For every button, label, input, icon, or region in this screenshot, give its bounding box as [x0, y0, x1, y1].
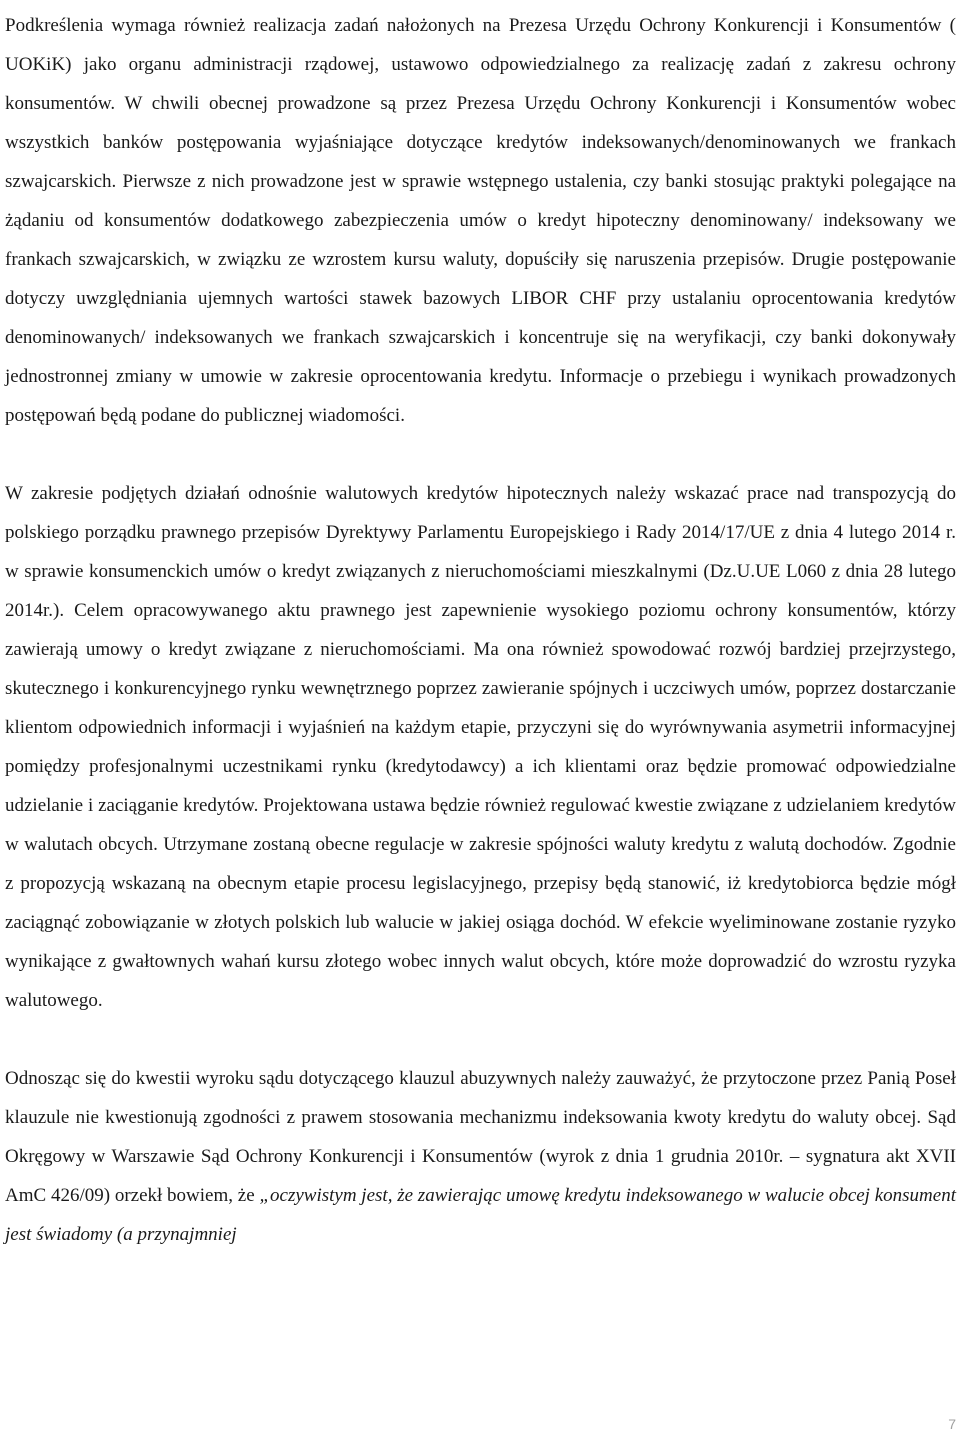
- paragraph-directive: W zakresie podjętych działań odnośnie walutowych kredytów hipotecznych należy wskazać prace nad transpozycją do polskiego porządku prawnego przepisów Dyrektywy Parlamentu Europejskiego i Rady 2014/17/UE z dnia 4 lutego 2014 r. w sprawie konsumenckich umów o kredyt związanych z nieruchomościami mieszkalnymi (Dz.U.UE L060 z dnia 28 lutego 2014r.). Celem opracowywanego aktu prawnego jest zapewnienie wysokiego poziomu ochrony konsumentów, którzy zawierają umowy o kredyt związane z nieruchomościami. Ma ona również spowodować rozwój bardziej przejrzystego, skutecznego i konkurencyjnego rynku wewnętrznego poprzez zawieranie spójnych i uczciwych umów, poprzez dostarczanie klientom odpowiednich informacji i wyjaśnień na każdym etapie, przyczyni się do wyrównywania asymetrii informacyjnej pomiędzy profesjonalnymi uczestnikami rynku (kredytodawcy) a ich klientami oraz będzie promować odpowiedzialne udzielanie i zaciąganie kredytów. Projektowana ustawa będzie również regulować kwestie związane z udzielaniem kredytów w walutach obcych. Utrzymane zostaną obecne regulacje w zakresie spójności waluty kredytu z walutą dochodów. Zgodnie z propozycją wskazaną na obecnym etapie procesu legislacyjnego, przepisy będą stanowić, iż kredytobiorca będzie mógł zaciągnąć zobowiązanie w złotych polskich lub walucie w jakiej osiąga dochód. W efekcie wyeliminowane zostanie ryzyko wynikające z gwałtownych wahań kursu złotego wobec innych walut obcych, które może doprowadzić do wzrostu ryzyka walutowego.: [5, 483, 956, 1011]
- paragraph-uokik: Podkreślenia wymaga również realizacja zadań nałożonych na Prezesa Urzędu Ochrony Konkurencji i Konsumentów ( UOKiK) jako organu administracji rządowej, ustawowo odpowiedzialnego za realizację zadań z zakresu ochrony konsumentów. W chwili obecnej prowadzone są przez Prezesa Urzędu Ochrony Konkurencji i Konsumentów wobec wszystkich banków postępowania wyjaśniające dotyczące kredytów indeksowanych/denominowanych we frankach szwajcarskich. Pierwsze z nich prowadzone jest w sprawie wstępnego ustalenia, czy banki stosując praktyki polegające na żądaniu od konsumentów dodatkowego zabezpieczenia umów o kredyt hipoteczny denominowany/ indeksowany we frankach szwajcarskich, w związku ze wzrostem kursu waluty, dopuściły się naruszenia przepisów. Drugie postępowanie dotyczy uwzględniania ujemnych wartości stawek bazowych LIBOR CHF przy ustalaniu oprocentowania kredytów denominowanych/ indeksowanych we frankach szwajcarskich i koncentruje się na weryfikacji, czy banki dokonywały jednostronnej zmiany w umowie w zakresie oprocentowania kredytu. Informacje o przebiegu i wynikach prowadzonych postępowań będą podane do publicznej wiadomości.: [5, 15, 956, 426]
- court-ruling-quote: „oczywistym jest, że zawierając umowę kredytu indeksowanego w walucie obcej konsument jest świadomy (a przynajmniej: [5, 1185, 956, 1245]
- paragraph-court-ruling-text: Odnosząc się do kwestii wyroku sądu dotyczącego klauzul abuzywnych należy zauważyć, że przytoczone przez Panią Poseł klauzule nie kwestionują zgodności z prawem stosowania mechanizmu indeksowania kwoty kredytu do waluty obcej. Sąd Okręgowy w Warszawie Sąd Ochrony Konkurencji i Konsumentów (wyrok z dnia 1 grudnia 2010r. – sygnatura akt XVII AmC 426/09) orzekł bowiem, że: [5, 1068, 956, 1206]
- paragraph-court-ruling: [5, 1059, 956, 1254]
- page-number: 7: [948, 1416, 956, 1432]
- document-body: [5, 6, 956, 1254]
